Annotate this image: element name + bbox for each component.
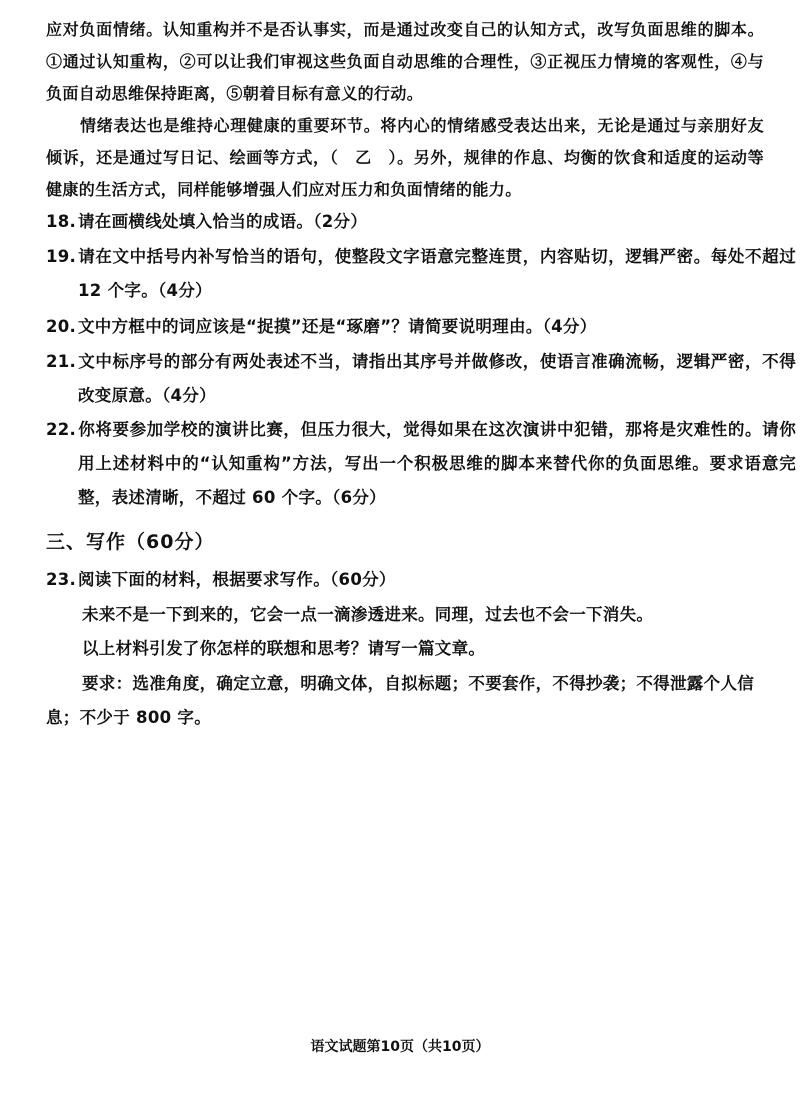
writing-requirements: 要求：选准角度，确定立意，明确文体，自拟标题；不要套作，不得抄袭；不得泄露个人信息；不少于 800 字。 bbox=[46, 674, 754, 727]
question-number: 19. bbox=[46, 247, 77, 266]
question-number: 18. bbox=[46, 212, 77, 231]
question-number: 21. bbox=[46, 352, 77, 371]
question-text: 请在画横线处填入恰当的成语。（2分） bbox=[78, 212, 368, 231]
writing-prompt: 以上材料引发了你怎样的联想和思考？请写一篇文章。 bbox=[82, 639, 486, 658]
section-title-writing: 三、写作（60分） bbox=[46, 531, 215, 553]
writing-material: 未来不是一下到来的，它会一点一滴渗透进来。同理，过去也不会一下消失。 bbox=[82, 605, 654, 624]
passage-paragraph-2: 情绪表达也是维持心理健康的重要环节。将内心的情绪感受表达出来，无论是通过与亲朋好友倾诉，还是通过写日记、绘画等方式，（ 乙 ）。另外，规律的作息、均衡的饮食和适度的运动等健康的生活方式，同样能够增强人们应对压力和负面情绪的能力。 bbox=[46, 116, 764, 199]
question-text: 文中标序号的部分有两处表述不当，请指出其序号并做修改，使语言准确流畅，逻辑严密，不得改变原意。（4分） bbox=[78, 352, 796, 405]
question-20 bbox=[46, 310, 796, 344]
question-22 bbox=[46, 413, 796, 515]
question-text: 文中方框中的词应该是“捉摸”还是“琢磨”？请简要说明理由。（4分） bbox=[78, 317, 597, 336]
question-18 bbox=[46, 205, 796, 239]
question-number: 22. bbox=[46, 420, 77, 439]
question-23 bbox=[46, 563, 796, 597]
question-text: 请在文中括号内补写恰当的语句，使整段文字语意完整连贯，内容贴切，逻辑严密。每处不超过 12 个字。（4分） bbox=[78, 247, 796, 300]
question-number: 23. bbox=[46, 570, 77, 589]
question-21 bbox=[46, 345, 796, 413]
passage-paragraph-1: 应对负面情绪。认知重构并不是否认事实，而是通过改变自己的认知方式，改写负面思维的脚本。①通过认知重构，②可以让我们审视这些负面自动思维的合理性，③正视压力情境的客观性，④与负面自动思维保持距离，⑤朝着目标有意义的行动。 bbox=[46, 20, 764, 103]
page-footer: 语文试题第10页（共10页） bbox=[310, 1039, 490, 1055]
question-text: 你将要参加学校的演讲比赛，但压力很大，觉得如果在这次演讲中犯错，那将是灾难性的。请你用上述材料中的“认知重构”方法，写出一个积极思维的脚本来替代你的负面思维。要求语意完整，表述清晰，不超过 60 个字。（6分） bbox=[78, 420, 796, 507]
question-number: 20. bbox=[46, 317, 77, 336]
question-19 bbox=[46, 240, 796, 308]
question-text: 阅读下面的材料，根据要求写作。（60分） bbox=[78, 570, 396, 589]
